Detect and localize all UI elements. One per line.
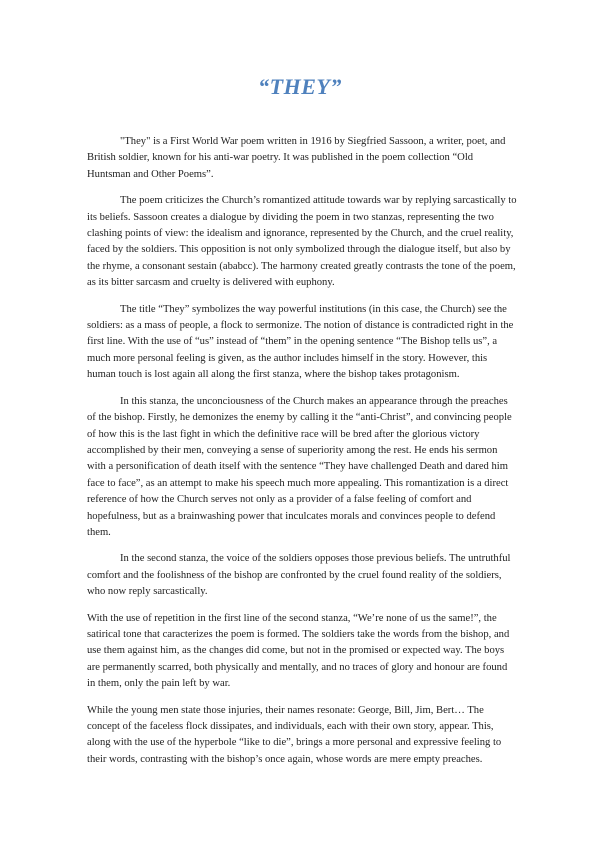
essay-body [87,134,517,778]
paragraph-3: The title “They” symbolizes the way powerful institutions (in this case, the Church) see the soldiers: as a mass of people, a flock to sermonize. The notion of distance is contradicted right in the first line. With the use of “us” instead of “them” in the opening sentence “The Bishop tells us”, a much more personal feeling is given, as the author includes himself in the story. However, this human touch is lost again all along the first stanza, where the bishop takes protagonism. [87,303,514,381]
paragraph-6: With the use of repetition in the first line of the second stanza, “We’re none of us the same!”, the satirical tone that caracterizes the poem is formed. The soldiers take the words from the bishop, and use them against him, as the changes did come, but not in the promised or expected way. The boys are permanently scarred, both physically and mentally, and no traces of glory and honour are found in them, only the pain left by war. [87,612,510,690]
paragraph-4: In this stanza, the unconciousness of the Church makes an appearance through the preaches of the bishop. Firstly, he demonizes the enemy by calling it the “anti-Christ”, and convincing people of how this is the last fight in which the definitive race will be bred after the glorious victory accomplished by their men, conveying a sense of superiority among the rest. He ends his sermon with a personification of death itself with the sentence “They have challenged Death and dared him face to face”, as an attempt to make his speech much more appealing. This romantization is a direct reference of how the Church serves not only as a provider of a false feeling of comfort and hopefulness, but as a brainwashing power that inculcates morals and convinces people to defend them. [87,395,512,538]
page-title: “THEY” [258,74,342,99]
paragraph-7: While the young men state those injuries, their names resonate: George, Bill, Jim, Bert… The concept of the faceless flock dissipates, and individuals, each with their own story, appear. This, along with the use of the hyperbole “like to die”, brings a more personal and expressive feeling to their words, contrasting with the bishop’s once again, whose words are mere empty preaches. [87,704,502,765]
paragraph-5: In the second stanza, the voice of the soldiers opposes those previous beliefs. The untruthful comfort and the foolishness of the bishop are confronted by the cruel found reality of the soldiers, who now reply sarcastically. [87,553,511,598]
paragraph-1: "They" is a First World War poem written in 1916 by Siegfried Sassoon, a writer, poet, and British soldier, known for his anti-war poetry. It was published in the poem collection “Old Huntsman and Other Poems”. [87,136,506,180]
paragraph-2: The poem criticizes the Church’s romantized attitude towards war by replying sarcastically to its beliefs. Sassoon creates a dialogue by dividing the poem in two stanzas, representing the two clashing points of view: the idealism and ignorance, represented by the Church, and the cruel reality, faced by the soldiers. This opposition is not only symbolized through the dialogue itself, but also by the rhyme, a consonant sestain (ababcc). The harmony created greatly contrasts the tone of the poem, as its bitter sarcasm and cruelty is delivered with euphony. [87,195,517,289]
